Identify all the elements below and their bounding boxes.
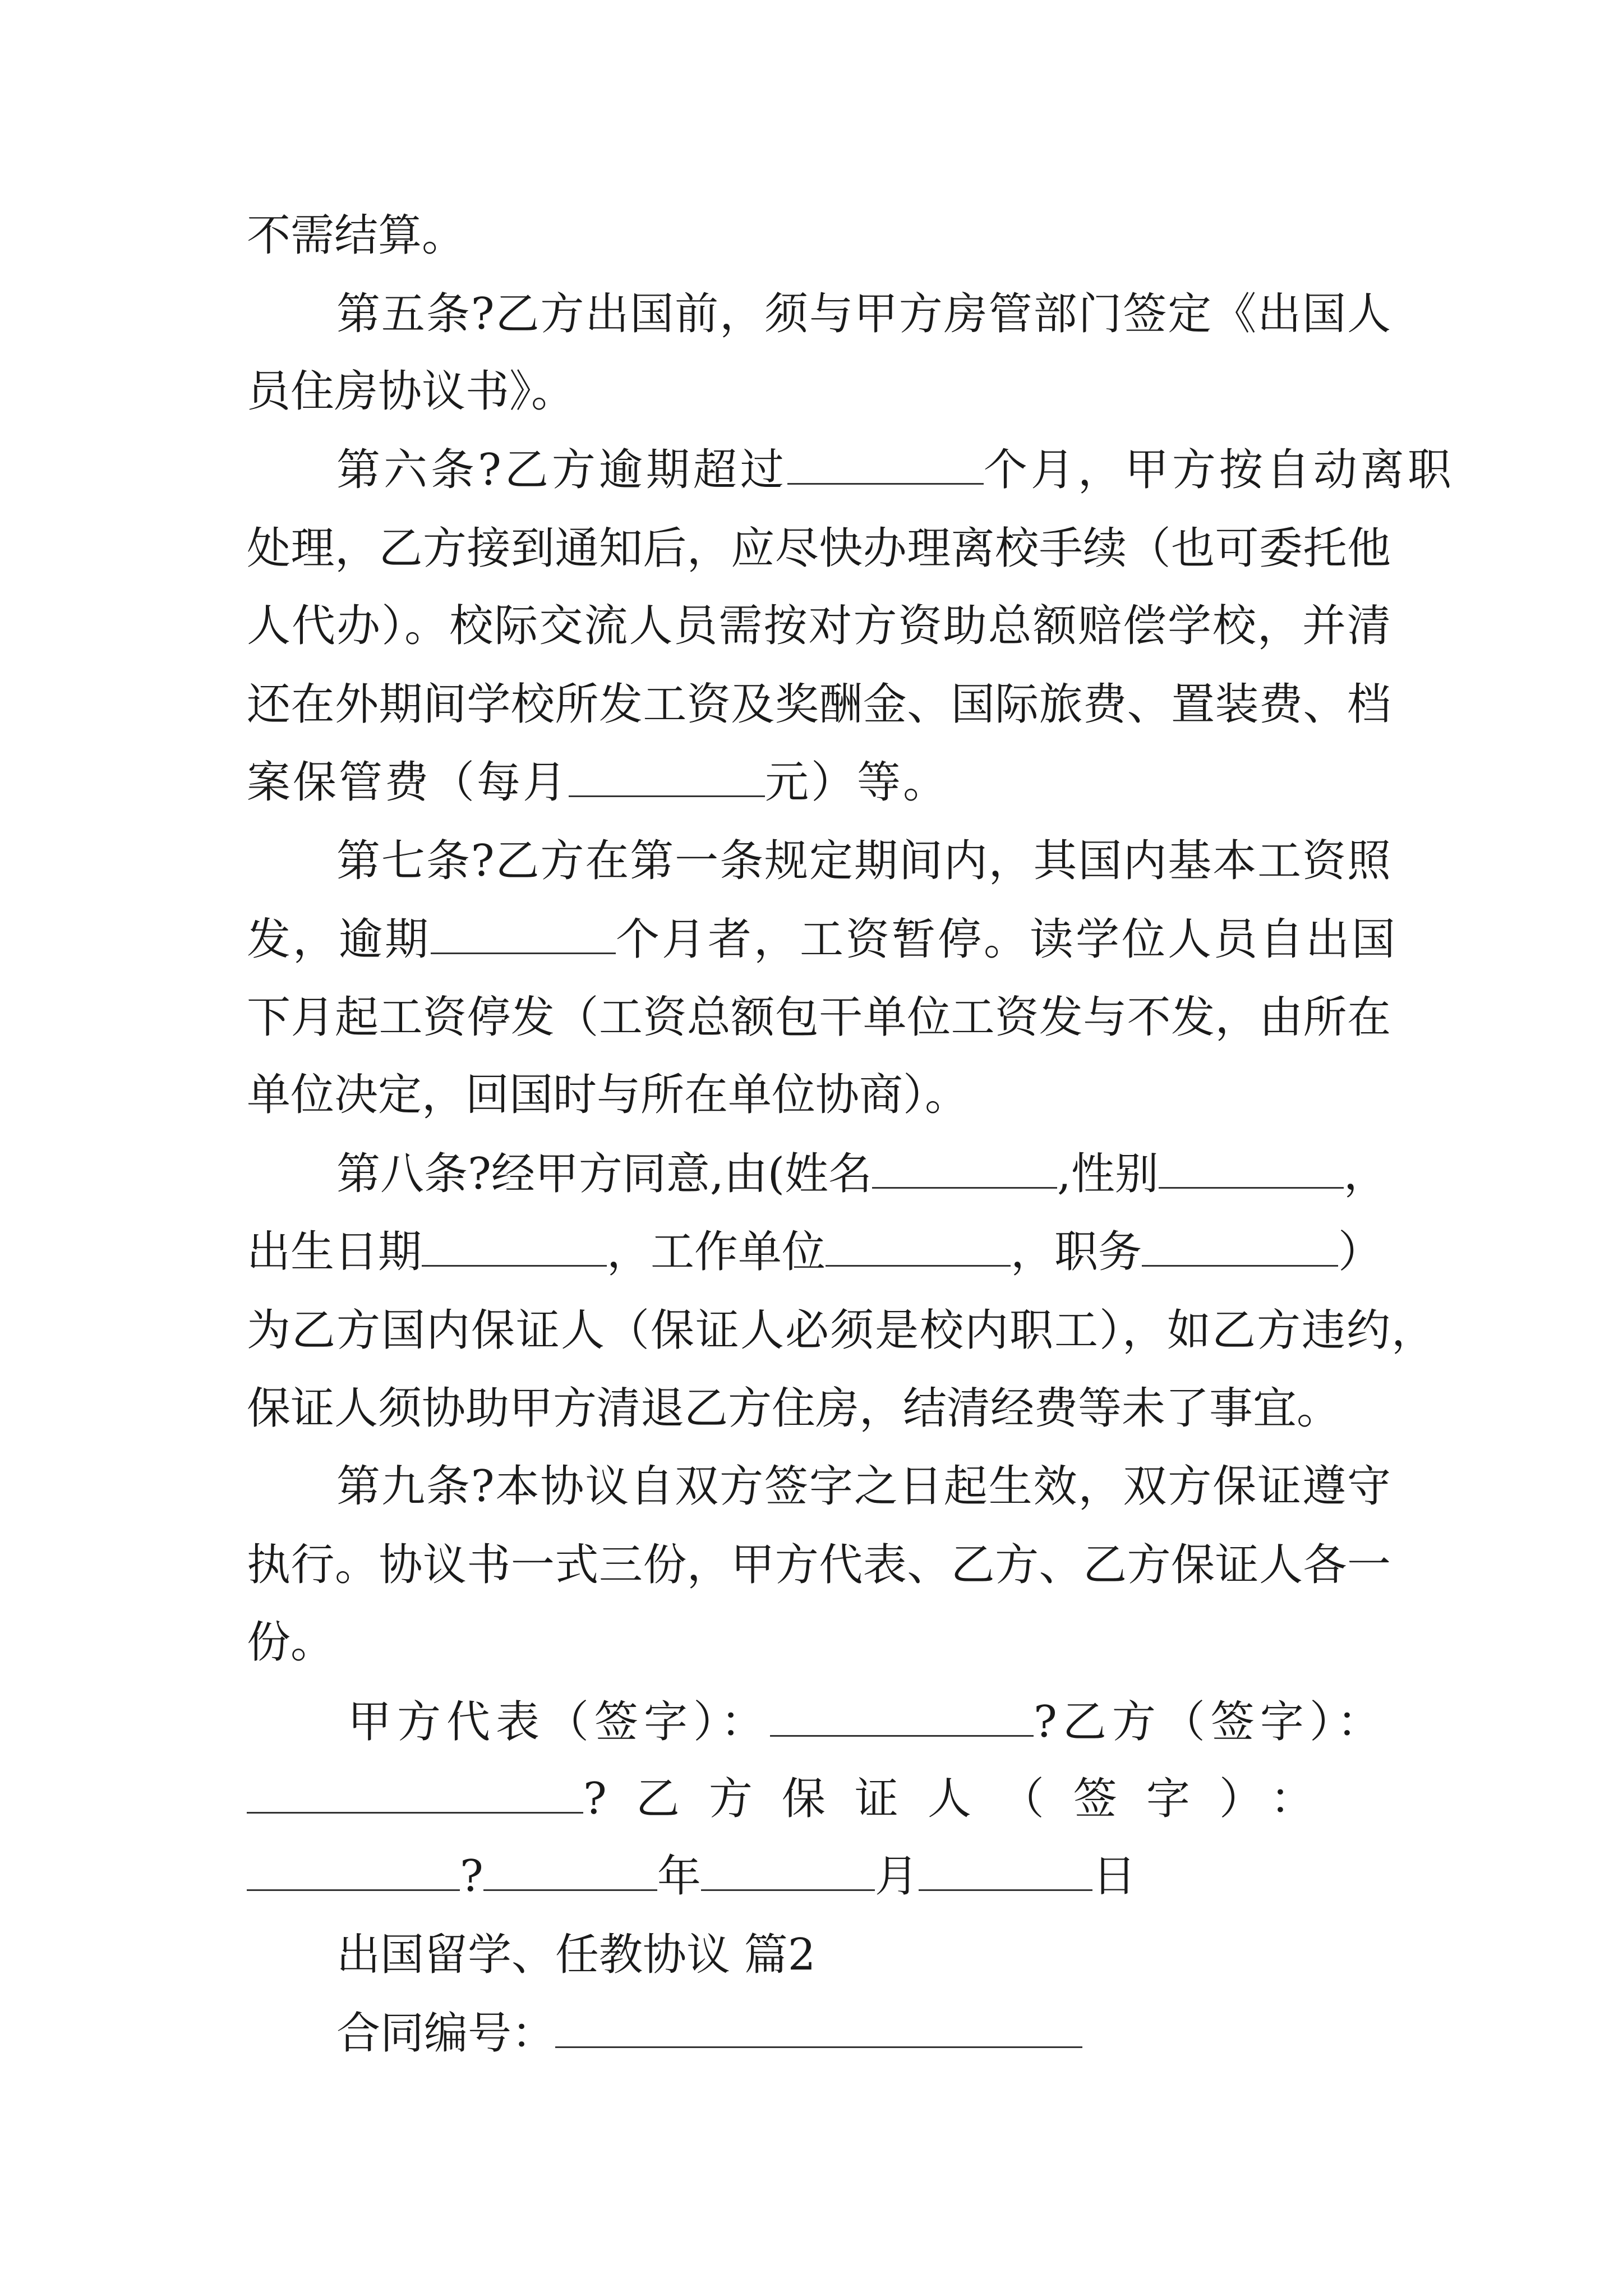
- text-line: 出生日期 ，工作单位 ，职务 ）: [247, 1224, 1382, 1280]
- text-line: 下月起工资停发（工资总额包干单位工资发与不发，由所在: [247, 992, 1391, 1043]
- blank-field: [787, 443, 984, 485]
- contract-number-line: 合同编号：: [336, 2005, 1082, 2062]
- text-line: 执行。协议书一式三份，甲方代表、乙方、乙方保证人各一: [247, 1540, 1391, 1590]
- contract-number-blank: [555, 2006, 1082, 2048]
- blank-field: [483, 1849, 657, 1891]
- text-line: 第五条?乙方出国前，须与甲方房管部门签定《出国人: [336, 289, 1391, 339]
- blank-field: [247, 1772, 583, 1814]
- text-line: 单位决定，回国时与所在单位协商）。: [247, 1070, 969, 1120]
- text-line: 保证人须协助甲方清退乙方住房，结清经费等未了事宜。: [247, 1383, 1341, 1434]
- blank-field: [1159, 1147, 1344, 1189]
- text-line: 还在外期间学校所发工资及奖酬金、国际旅费、置装费、档: [247, 679, 1391, 730]
- text-line: 员住房协议书》。: [247, 366, 575, 417]
- blank-field: [826, 1225, 1011, 1267]
- blank-field: [431, 912, 616, 954]
- text-line: 人代办）。校际交流人员需按对方资助总额赔偿学校，并清: [247, 601, 1391, 651]
- blank-field: [770, 1695, 1034, 1737]
- text-line: 第七条?乙方在第一条规定期间内，其国内基本工资照: [336, 836, 1391, 886]
- text-line: 不需结算。: [247, 210, 466, 261]
- text-line: 为乙方国内保证人（保证人必须是校内职工），如乙方违约，: [247, 1305, 1437, 1356]
- signature-line: ?乙方保证人（签字）：: [247, 1771, 1343, 1827]
- blank-field: [247, 1849, 460, 1891]
- blank-field: [701, 1849, 875, 1891]
- text-line: 发，逾期 个月者，工资暂停。读学位人员自出国: [247, 912, 1398, 968]
- text-line: 处理，乙方接到通知后，应尽快办理离校手续（也可委托他: [247, 523, 1391, 574]
- signature-line: 甲方代表（签字）： ?乙方（签字）：: [348, 1694, 1386, 1750]
- date-line: ? 年 月 日: [247, 1848, 1136, 1904]
- blank-field: [422, 1225, 607, 1267]
- text-line: 份。: [247, 1617, 335, 1668]
- blank-field: [919, 1849, 1092, 1891]
- text-line: 第九条?本协议自双方签字之日起生效，双方保证遵守: [336, 1461, 1391, 1512]
- blank-field: [569, 755, 765, 797]
- blank-field: [872, 1147, 1057, 1189]
- text-line: 第八条?经甲方同意,由(姓名 ,性别 ，: [336, 1146, 1387, 1202]
- text-line: 第六条?乙方逾期超过 个月，甲方按自动离职: [336, 442, 1455, 498]
- blank-field: [1142, 1225, 1338, 1267]
- section-heading: 出国留学、任教协议 篇2: [336, 1930, 816, 1980]
- text-line: 案保管费（每月 元）等。: [247, 754, 949, 811]
